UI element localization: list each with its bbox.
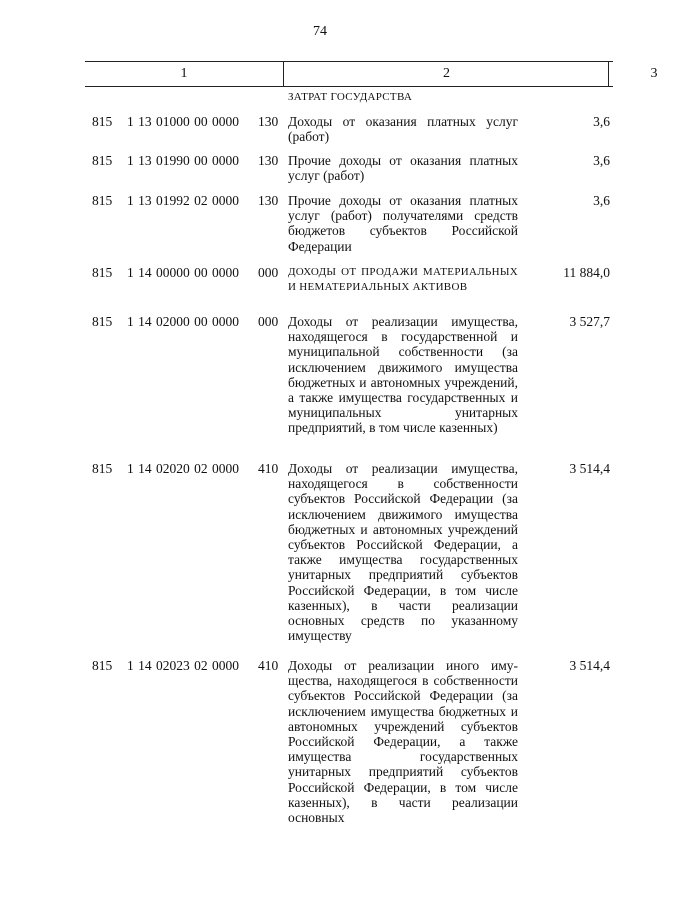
admin-code: 815 xyxy=(92,193,113,208)
admin-code: 815 xyxy=(92,114,113,129)
budget-code: 1 14 02000 00 0000 xyxy=(127,314,239,329)
page-number: 74 xyxy=(313,24,327,39)
admin-code: 815 xyxy=(92,153,113,168)
row-description: Доходы от реализации имущества, находящегося в собственности субъектов Российской Федерации (за исключением движимого имущества бюджетных и автономных учреждений субъектов Российской Федерации, а также имущества государственных унитарных предприятий субъектов Российской Федерации, в том числе казенных), в части реализации основных средств по указанному имуществу xyxy=(288,461,518,644)
row-description: Доходы от оказания платных услуг (работ) xyxy=(288,114,518,145)
budget-code: 1 14 02020 02 0000 xyxy=(127,461,239,476)
row-description: Прочие доходы от оказания платных услуг (работ) xyxy=(288,153,518,184)
continuation-text: ЗАТРАТ ГОСУДАРСТВА xyxy=(288,91,413,103)
type-code: 000 xyxy=(258,265,279,280)
table-header xyxy=(85,61,658,87)
budget-code: 1 13 01992 02 0000 xyxy=(127,193,239,208)
row-amount: 3 514,4 xyxy=(569,658,610,673)
type-code: 410 xyxy=(258,461,279,476)
row-description: Доходы от реализации иного имущества, находящегося в собственности субъектов Российской Федерации (за исключением имущества бюджетных и автономных учреждений субъектов Российской Федерации, а также имущества государственных унитарных предприятий субъектов Российской Федерации, в том числе казенных), в части реализации основных xyxy=(288,658,518,826)
row-amount: 3 527,7 xyxy=(569,314,610,329)
row-amount: 11 884,0 xyxy=(563,265,610,280)
row-amount: 3,6 xyxy=(593,114,610,129)
type-code: 410 xyxy=(258,658,279,673)
type-code: 130 xyxy=(258,114,279,129)
budget-code: 1 13 01000 00 0000 xyxy=(127,114,239,129)
row-description: Доходы от реализации имущества, находящегося в государственной и муниципальной собственности (за исключением движимого имущества бюджетных и автономных учреждений, а также имущества государственных и муниципальных унитарных предприятий, в том числе казенных) xyxy=(288,314,518,436)
budget-code: 1 13 01990 00 0000 xyxy=(127,153,239,168)
admin-code: 815 xyxy=(92,461,113,476)
row-amount: 3,6 xyxy=(593,193,610,208)
admin-code: 815 xyxy=(92,658,113,673)
row-description: Прочие доходы от оказания платных услуг (работ) получателями средств бюджетов субъектов Российской Федерации xyxy=(288,193,518,254)
header-col-3: 3 xyxy=(608,62,699,86)
admin-code: 815 xyxy=(92,265,113,280)
row-amount: 3 514,4 xyxy=(569,461,610,476)
header-col-1: 1 xyxy=(180,66,188,81)
budget-code: 1 14 02023 02 0000 xyxy=(127,658,239,673)
row-amount: 3,6 xyxy=(593,153,610,168)
budget-code: 1 14 00000 00 0000 xyxy=(127,265,239,280)
admin-code: 815 xyxy=(92,314,113,329)
type-code: 130 xyxy=(258,193,279,208)
type-code: 130 xyxy=(258,153,279,168)
header-col-2: 2 xyxy=(283,62,609,86)
row-description: ДОХОДЫ ОТ ПРОДАЖИ МАТЕРИАЛЬНЫХ И НЕМАТЕРИАЛЬНЫХ АКТИВОВ xyxy=(288,266,518,294)
type-code: 000 xyxy=(258,314,279,329)
